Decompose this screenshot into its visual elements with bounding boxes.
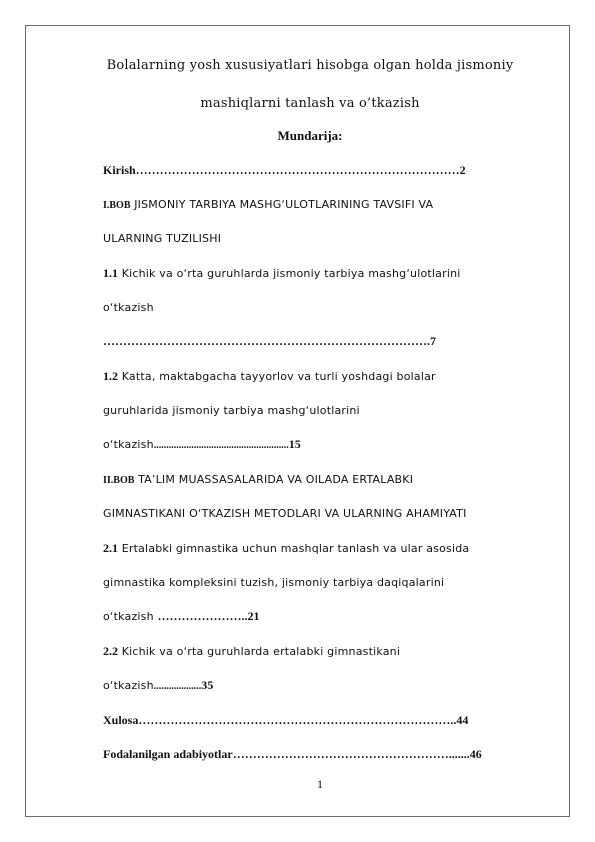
toc-leader-dots: ……………………………………………………………………..	[138, 713, 457, 727]
chapter-number: II.BOB	[103, 475, 135, 486]
toc-page-number: 21	[247, 609, 260, 623]
toc-page-number: 35	[201, 678, 214, 692]
chapter-number: I.BOB	[103, 200, 131, 211]
toc-page-number: 44	[456, 713, 469, 727]
section-title-cont: guruhlarida jismoniy tarbiya mashg‘ulotlarini	[103, 404, 360, 417]
section-title-cont: o‘tkazish	[103, 679, 154, 692]
toc-entry-2-1	[103, 541, 469, 556]
section-number: 2.1	[103, 541, 118, 555]
title-line-1: Bolalarning yosh xususiyatlari hisobga olgan holda jismoniy	[106, 58, 514, 73]
toc-entry-1-1	[103, 266, 461, 281]
chapter-title: TA’LIM MUASSASALARIDA VA OILADA ERTALABKI	[134, 473, 414, 486]
section-title-cont: o‘tkazish	[103, 438, 154, 451]
toc-entry-2-1-cont2	[103, 609, 260, 624]
toc-entry-2-2	[103, 644, 400, 659]
toc-label: Fodalanilgan adabiyotlar	[103, 747, 233, 761]
toc-entry-bob1	[103, 197, 433, 212]
toc-page-number: 7	[430, 334, 436, 348]
toc-entry-bob2-cont	[103, 506, 467, 521]
section-title: Ertalabki gimnastika uchun mashqlar tanlash va ular asosida	[118, 542, 470, 555]
toc-label: Kirish	[103, 163, 136, 177]
toc-entry-kirish	[103, 163, 466, 178]
section-title-cont: gimnastika kompleksini tuzish, jismoniy tarbiya daqiqalarini	[103, 576, 445, 589]
title-line-2: mashiqlarni tanlash va o’tkazish	[200, 96, 420, 111]
toc-entry-1-2-cont2	[103, 437, 301, 452]
toc-entry-xulosa	[103, 713, 468, 728]
toc-leader-dots: ………………………………………………………………………	[135, 163, 460, 177]
toc-entry-bob1-cont	[103, 231, 221, 246]
section-number: 2.2	[103, 644, 118, 658]
toc-leader-dots: ......................................................	[153, 440, 289, 451]
toc-entry-1-2	[103, 369, 436, 384]
toc-entry-adabiyotlar	[103, 747, 482, 762]
toc-entry-1-1-dots	[103, 334, 436, 349]
page-number: 1	[317, 777, 323, 791]
section-title: Katta, maktabgacha tayyorlov va turli yoshdagi bolalar	[118, 370, 436, 383]
chapter-title-cont: ULARNING TUZILISHI	[103, 232, 222, 245]
toc-page-number: 15	[288, 437, 301, 451]
toc-entry-bob2	[103, 472, 413, 487]
toc-page-number: 2	[459, 163, 466, 177]
toc-heading: Mundarija:	[277, 128, 343, 143]
toc-page-number: 46	[469, 747, 482, 761]
toc-entry-1-2-cont	[103, 403, 360, 418]
section-number: 1.1	[103, 266, 118, 280]
toc-leader-dots: …………………..	[157, 609, 248, 623]
toc-leader-dots: ……………………………………………….......	[232, 747, 470, 761]
toc-entry-2-1-cont	[103, 575, 444, 590]
toc-leader-dots: ……………………………………………………………………….	[103, 334, 430, 348]
section-title: Kichik va o‘rta guruhlarda jismoniy tarbiya mashg‘ulotlarini	[118, 267, 461, 280]
chapter-title: JISMONIY TARBIYA MASHG‘ULOTLARINING TAVSIFI VA	[130, 198, 434, 211]
toc-label: Xulosa	[103, 713, 139, 727]
section-number: 1.2	[103, 369, 118, 383]
toc-leader-dots: ...................	[153, 681, 202, 692]
section-title-cont: o‘tkazish	[103, 610, 158, 623]
toc-entry-1-1-cont	[103, 300, 154, 315]
toc-entry-2-2-cont	[103, 678, 213, 693]
chapter-title-cont: GIMNASTIKANI O‘TKAZISH METODLARI VA ULARNING AHAMIYATI	[103, 507, 467, 520]
section-title: Kichik va o‘rta guruhlarda ertalabki gimnastikani	[118, 645, 401, 658]
section-title-cont: o‘tkazish	[103, 301, 154, 314]
